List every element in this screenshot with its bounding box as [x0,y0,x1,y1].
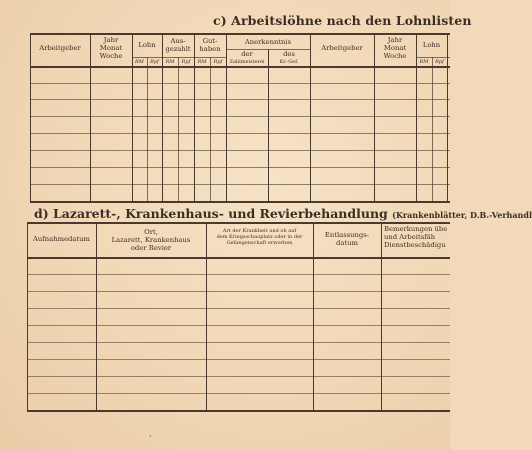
table-c-row-line [30,150,450,151]
table-c-header-bottom [30,66,450,68]
table-d-header-bottom [27,257,450,259]
table-d-col-line [313,222,314,411]
header-ort-lazarett: Ort, Lazarett, Krankenhaus oder Revier [111,228,191,252]
unit-rm: RM [135,59,144,65]
header-art-der-krankheit: Art der Krankheit und ob auf dem Kriegsschauplatz oder in der Gefangenschaft erworben [216,228,303,246]
table-c-col-line [432,57,433,202]
page-mark: · [149,432,152,441]
table-c-col-line [147,57,148,202]
header-ausgezahlt: Aus- gezahlt [165,37,191,53]
table-d-col-line [27,222,28,411]
header-guthaben: Gut- haben [199,37,221,53]
header-zahlmeisterei: Zahlmeisterei [229,59,265,65]
header-aufnahmedatum: Aufnahmedatum [32,235,91,243]
section-d-title-suffix: (Krankenblätter, D.B.-Verhandl [392,210,532,220]
table-d-row-line [27,325,450,326]
table-d-col-line [381,222,382,411]
table-c-col-line [210,57,211,202]
table-d-row-line [27,359,450,360]
table-c-row-line [30,133,450,134]
table-c-top-border [30,33,450,35]
table-c-col-line [268,49,269,202]
table-c-row-line [30,167,450,168]
header-jahr-monat-woche-2: Jahr Monat Woche [383,36,407,60]
header-arbeitgeber-2: Arbeitgeber [321,44,363,52]
header-entlassungsdatum: Entlassungs- datum [324,231,370,247]
unit-rm: RM [197,59,207,65]
table-c-row-line [30,116,450,117]
table-c-col-line [447,33,448,202]
table-d-row-line [27,308,450,309]
table-c-row-line [30,83,450,84]
table-d-row-line [27,291,450,292]
unit-rpf: Rpf [213,59,223,65]
unit-rm: RM [165,59,175,65]
section-d-title-main: d) Lazarett-, Krankenhaus- und Revierbehandlung [34,206,388,221]
table-c-col-line [178,57,179,202]
table-d-row-line [27,376,450,377]
section-c-title: c) Arbeitslöhne nach den Lohnlisten [213,13,472,28]
header-jahr-monat-woche: Jahr Monat Woche [99,36,123,60]
table-c-col-line [30,33,31,202]
table-d-row-line [27,274,450,275]
header-lohn-2: Lohn [422,41,441,49]
table-d-row-line [27,342,450,343]
table-d-row-line [27,393,450,394]
header-des: des [283,50,295,58]
table-d-top-border [27,222,450,224]
table-c-subheader-line [416,57,450,58]
table-c-row-line [30,99,450,100]
unit-rpf: Rpf [435,59,444,65]
table-d-bottom-border [27,410,450,412]
unit-rpf: Rpf [150,59,159,65]
unit-rpf: Rpf [181,59,191,65]
unit-rm: RM [419,59,429,65]
header-lohn: Lohn [138,41,156,49]
header-arbeitgeber: Arbeitgeber [39,44,81,52]
table-c-row-line [30,184,450,185]
section-d-title [34,206,532,221]
table-c-bottom-border [30,201,450,203]
header-bemerkungen: Bemerkungen übe und Arbeitsfäh Dienstbeschädigu [384,225,448,249]
header-der: der [241,50,253,58]
table-c-col-line [310,33,311,202]
header-anerkenntnis: Anerkenntnis [244,38,292,46]
header-krgef: Kr.-Gef. [279,59,299,65]
table-d-col-line [206,222,207,411]
